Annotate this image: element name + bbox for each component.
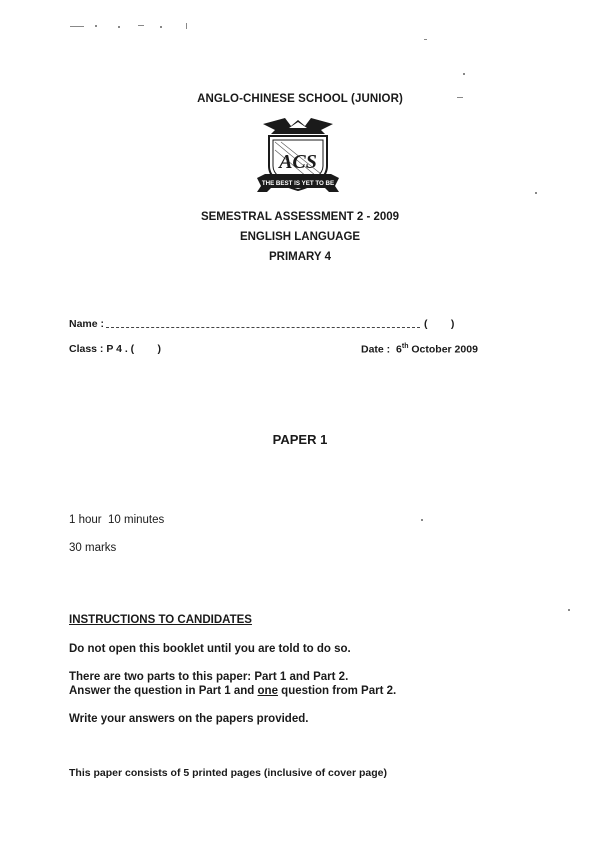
level-title: PRIMARY 4 <box>269 251 331 263</box>
crest-icon <box>255 116 341 200</box>
name-field-line[interactable] <box>106 327 420 328</box>
school-name: ANGLO-CHINESE SCHOOL (JUNIOR) <box>197 93 403 105</box>
date-ordinal: th <box>401 343 409 350</box>
scan-speck <box>421 519 423 521</box>
instruction-line-3 <box>69 685 396 698</box>
register-number-brackets: ( ) <box>424 318 455 330</box>
name-label: Name : <box>69 318 105 330</box>
instruction-line-3-end: question from Part 2. <box>277 685 397 697</box>
date-day: Date : 6 <box>361 343 402 356</box>
assessment-title: SEMESTRAL ASSESSMENT 2 - 2009 <box>200 211 400 223</box>
class-label: Class : P 4 . ( ) <box>69 343 162 355</box>
date-month-year: October 2009 <box>408 343 478 356</box>
crest-motto: THE BEST IS YET TO BE <box>261 180 335 187</box>
page-count-note: This paper consists of 5 printed pages (inclusive of cover page) <box>69 767 387 779</box>
scan-speck <box>186 23 187 29</box>
subject-title: ENGLISH LANGUAGE <box>239 231 361 243</box>
instructions-heading: INSTRUCTIONS TO CANDIDATES <box>69 614 252 626</box>
scan-speck <box>118 26 120 28</box>
scan-speck <box>70 26 84 27</box>
crest-monogram: ACS <box>279 151 317 173</box>
exam-duration: 1 hour 10 minutes <box>69 514 165 526</box>
exam-marks: 30 marks <box>69 542 117 554</box>
date-label <box>361 343 478 356</box>
scan-speck <box>568 609 570 611</box>
instruction-line-1: Do not open this booklet until you are told to do so. <box>69 643 351 655</box>
scan-speck <box>138 25 144 26</box>
scan-speck <box>160 26 162 28</box>
instruction-line-4: Write your answers on the papers provided. <box>69 713 309 725</box>
scan-speck <box>95 25 97 27</box>
instruction-line-3-start: Answer the question in Part 1 and <box>69 685 258 697</box>
scan-speck <box>424 39 427 40</box>
scan-speck <box>535 192 537 194</box>
instruction-line-2: There are two parts to this paper: Part 1 and Part 2. <box>69 671 349 683</box>
instruction-line-3-emphasis: one <box>257 685 278 697</box>
scan-speck <box>463 73 465 75</box>
paper-title: PAPER 1 <box>272 432 328 447</box>
school-crest <box>255 116 341 200</box>
